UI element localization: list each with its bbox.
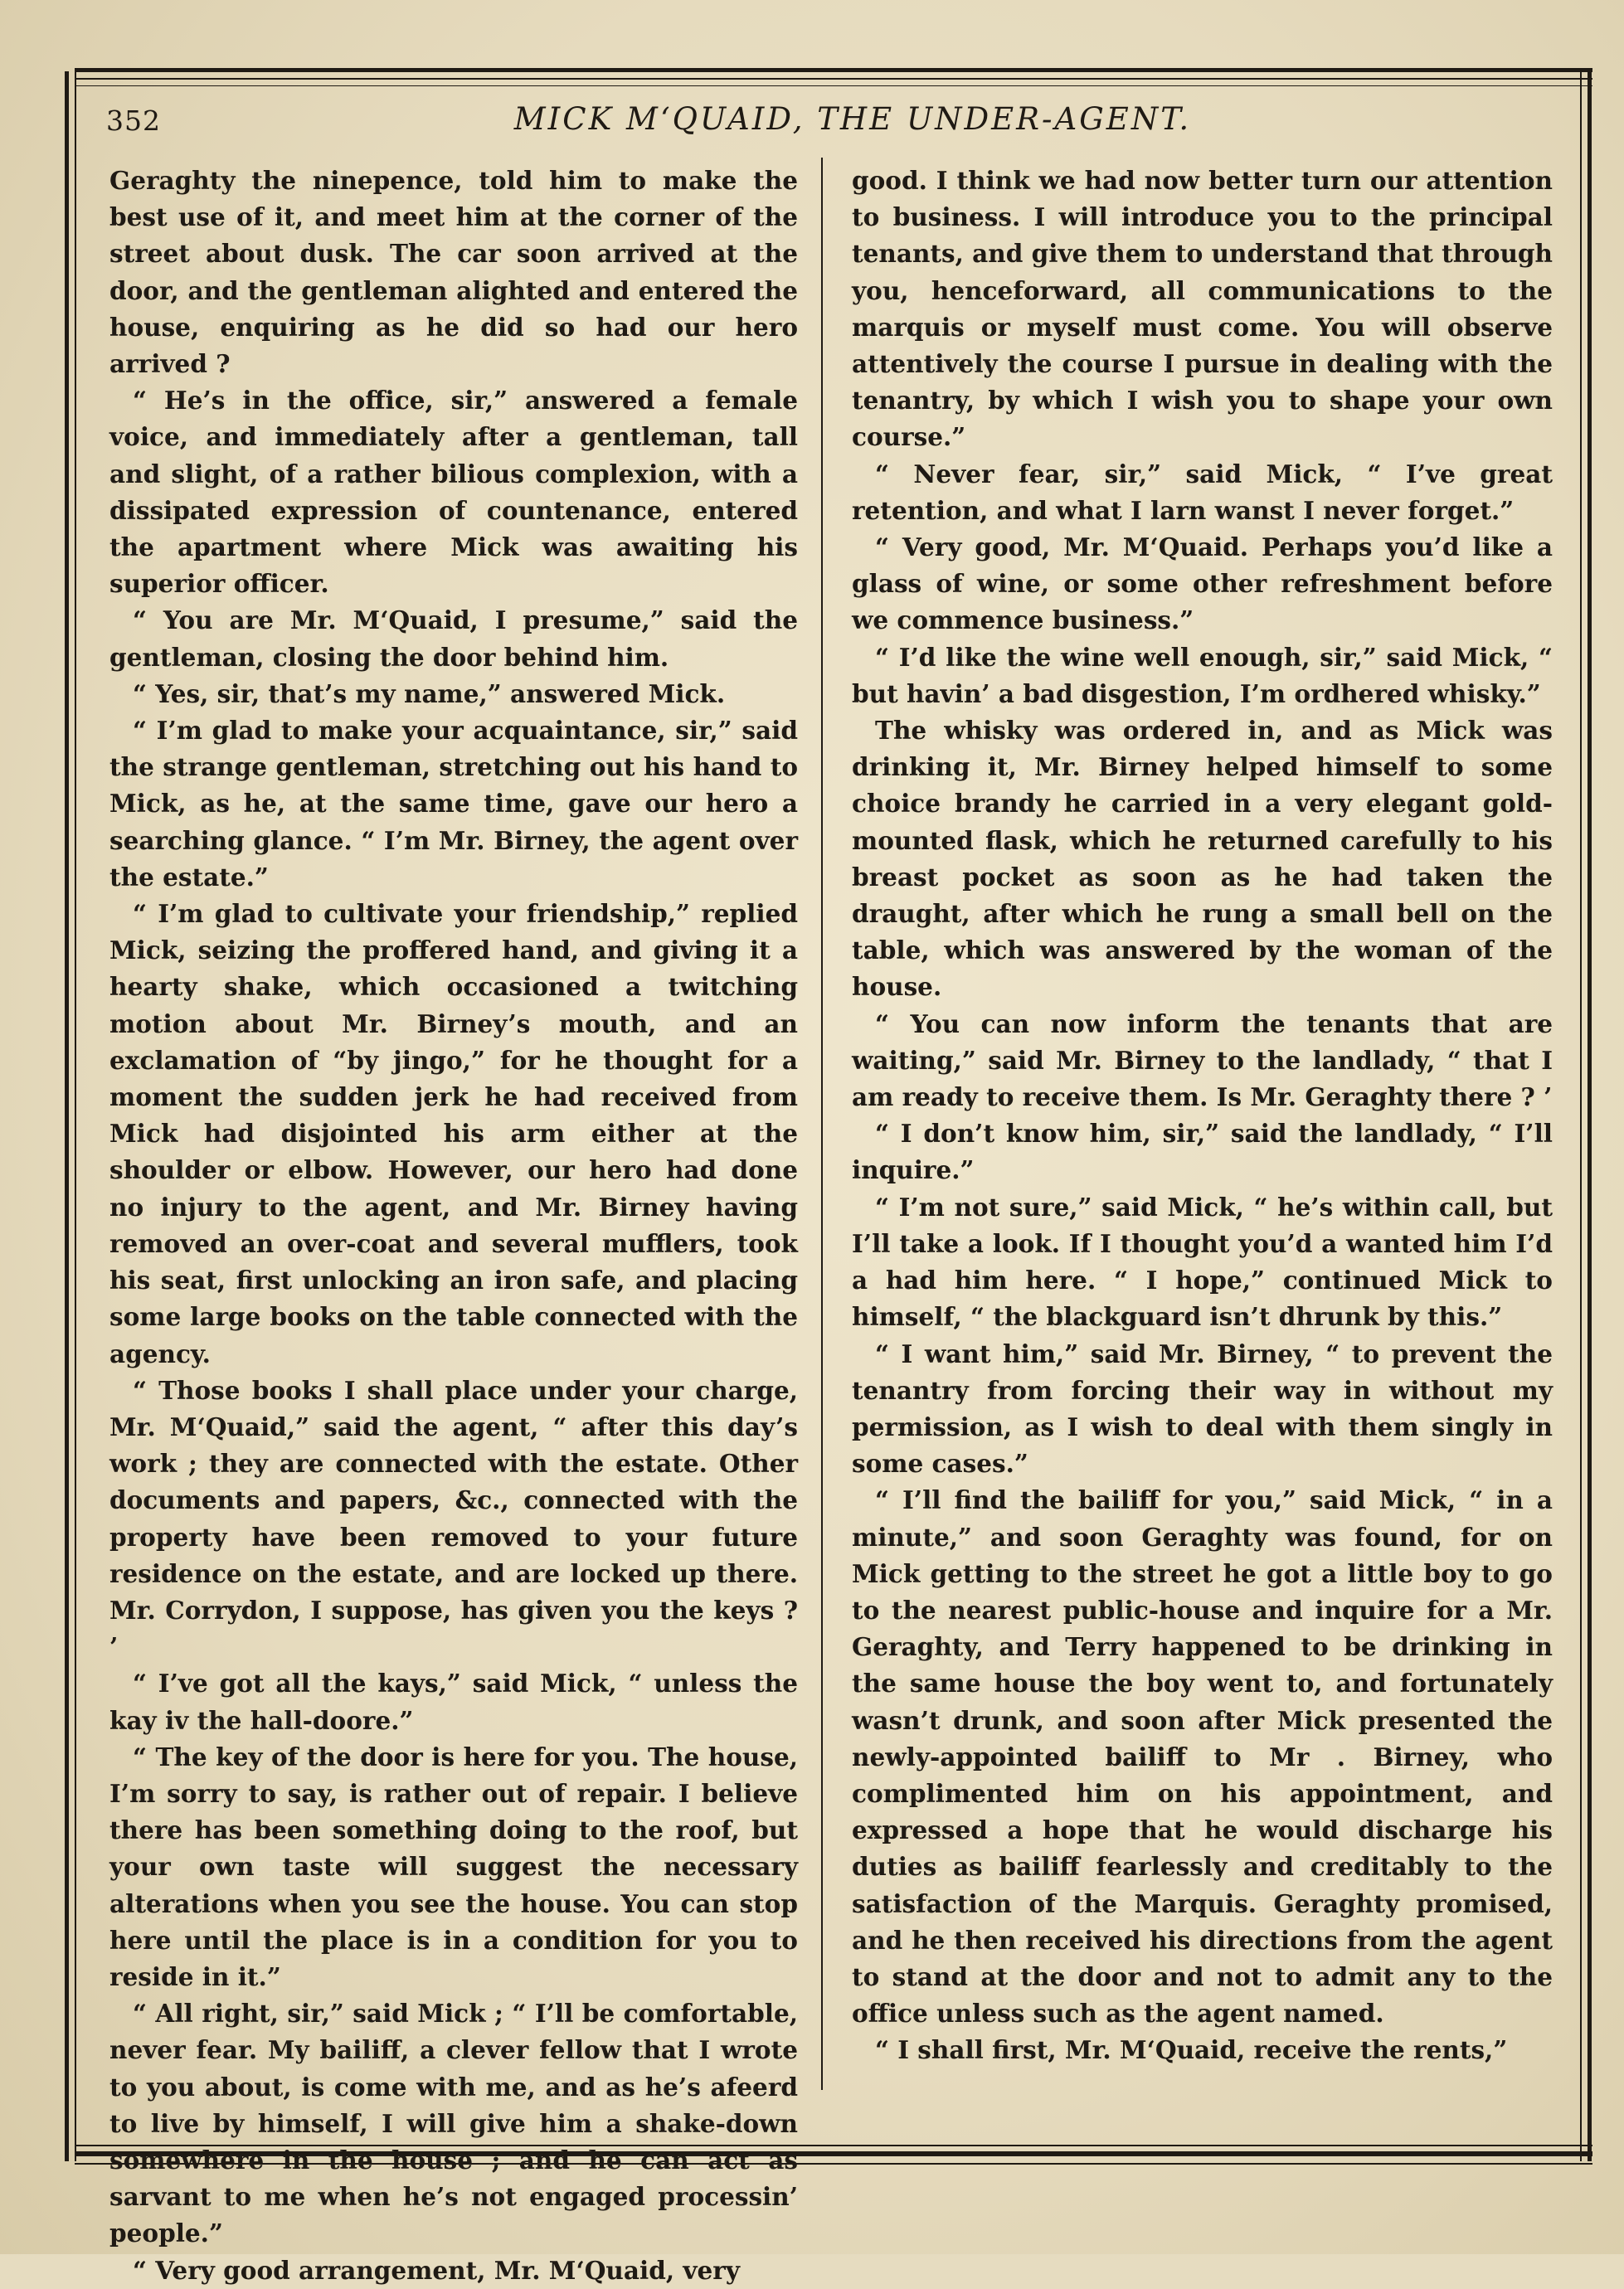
paragraph: The whisky was ordered in, and as Mick was drinking it, Mr. Birney helped himself to some choice brandy he carried in a very elegant gold-mounted flask, which he returned carefully to his breast pocket as soon as he had taken the draught, after which he rung a small bell on the table, which was answered by the woman of the house. (852, 716, 1553, 1002)
right-border-rule (1588, 71, 1592, 2161)
paragraph: “ Never fear, sir,” said Mick, “ I’ve great retention, and what I larn wanst I never forget.” (852, 459, 1553, 525)
paragraph: “ I’m glad to make your acquaintance, sir,” said the strange gentleman, stretching out his hand to Mick, as he, at the same time, gave our hero a searching glance. “ I’m Mr. Birney, the agent over the estate.” (109, 716, 798, 892)
paragraph: “ I’m glad to cultivate your friendship,” replied Mick, seizing the proffered hand, and giving it a hearty shake, which occasioned a twitching motion about Mr. Birney’s mouth, and an exclamation of “by jingo,” for he thought for a moment the sudden jerk he had received from Mick had disjointed his arm either at the shoulder or elbow. However, our hero had done no injury to the agent, and Mr. Birney having removed an over-coat and several mufflers, took his seat, first unlocking an iron safe, and placing some large books on the table connected with the agency. (109, 899, 798, 1368)
paragraph: “ I’d like the wine well enough, sir,” said Mick, “ but havin’ a bad disgestion, I’m ordhered whisky.” (852, 642, 1553, 708)
paragraph: “ Yes, sir, that’s my name,” answered Mick. (133, 678, 726, 708)
paragraph: “ I’m not sure,” said Mick, “ he’s within call, but I’ll take a look. If I thought you’d a wanted him I’d a had him here. “ I hope,” continued Mick to himself, “ the blackguard isn’t dhrunk by this.” (852, 1192, 1553, 1332)
paragraph: good. I think we had now better turn our attention to business. I will introduce you to the principal tenants, and give them to understand that through you, henceforward, all communications to the marquis or myself must come. You will observe attentively the course I pursue in dealing with the tenantry, by which I wish you to shape your own course.” (852, 166, 1553, 452)
paragraph: “ You are Mr. M‘Quaid, I presume,” said the gentleman, closing the door behind him. (109, 605, 798, 672)
paragraph: “ You can now inform the tenants that are waiting,” said Mr. Birney to the landlady, “ that I am ready to receive them. Is Mr. Geraghty there ? ’ (852, 1008, 1553, 1112)
running-title: MICK M‘QUAID, THE UNDER-AGENT. (513, 101, 1192, 137)
paragraph: “ Those books I shall place under your charge, Mr. M‘Quaid,” said the agent, “ after this day’s work ; they are connected with the estate. Other documents and papers, &c., connected with the property have been removed to your future residence on the estate, and are locked up there. Mr. Corrydon, I suppose, has given you the keys ? ’ (109, 1375, 798, 1662)
top-border-rule-thin (75, 78, 1592, 80)
paragraph: “ He’s in the office, sir,” answered a female voice, and immediately after a gentleman, tall and slight, of a rather bilious complexion, with a dissipated expression of countenance, entered the apartment where Mick was awaiting his superior officer. (109, 386, 798, 599)
paragraph: “ I’ve got all the kays,” said Mick, “ unless the kay iv the hall-doore.” (109, 1669, 798, 1735)
right-border-rule-thin (1580, 71, 1582, 2161)
paragraph: “ The key of the door is here for you. The house, I’m sorry to say, is rather out of repair. I believe there has been something doing to the roof, but your own taste will suggest the necessary alterations when you see the house. You can stop here until the place is in a condition for you to reside in it.” (109, 1742, 798, 1991)
paragraph: Geraghty the ninepence, told him to make the best use of it, and meet him at the corner of the street about dusk. The car soon arrived at the door, and the gentleman alighted and entered the house, enquiring as he did so had our hero arrived ? (109, 166, 798, 379)
left-border-rule (65, 71, 69, 2161)
left-border-rule-thin (75, 71, 76, 2161)
paragraph: “ I don’t know him, sir,” said the landlady, “ I’ll inquire.” (852, 1119, 1553, 1185)
left-column (109, 163, 798, 2289)
right-column (852, 163, 1553, 2069)
paragraph: “ I’ll find the bailiff for you,” said Mick, “ in a minute,” and soon Geraghty was found, for on Mick getting to the street he got a little boy to go to the nearest public-house and inquire for a Mr. Geraghty, and Terry happened to be drinking in the same house the boy went to, and fortunately wasn’t drunk, and soon after Mick presented the newly-appointed bailiff to Mr . Birney, who complimented him on his appointment, and expressed a hope that he would discharge his duties as bailiff fearlessly and creditably to the satisfaction of the Marquis. Geraghty promised, and he then received his directions from the agent to stand at the door and not to admit any to the office unless such as the agent named. (852, 1485, 1553, 2029)
paragraph: “ All right, sir,” said Mick ; “ I’ll be comfortable, never fear. My bailiff, a clever fellow that I wrote to you about, is come with me, and as he’s afeerd to live by himself, I will give him a shake-down somewhere in the house ; and he can act as sarvant to me when he’s not engaged processin’ people.” (109, 1999, 798, 2248)
page-header (106, 100, 1549, 149)
paragraph: “ Very good, Mr. M‘Quaid. Perhaps you’d like a glass of wine, or some other refreshment before we commence business.” (852, 532, 1553, 635)
top-border-rule-hair (75, 85, 1592, 86)
column-divider (821, 158, 823, 2090)
paragraph: “ I shall first, Mr. M‘Quaid, receive the rents,” (875, 2035, 1508, 2065)
page-number: 352 (106, 104, 161, 137)
paragraph: “ I want him,” said Mr. Birney, “ to prevent the tenantry from forcing their way in without my permission, as I wish to deal with them singly in some cases.” (852, 1339, 1553, 1479)
top-border-rule (75, 68, 1592, 72)
paragraph: “ Very good arrangement, Mr. M‘Quaid, very (133, 2255, 740, 2285)
